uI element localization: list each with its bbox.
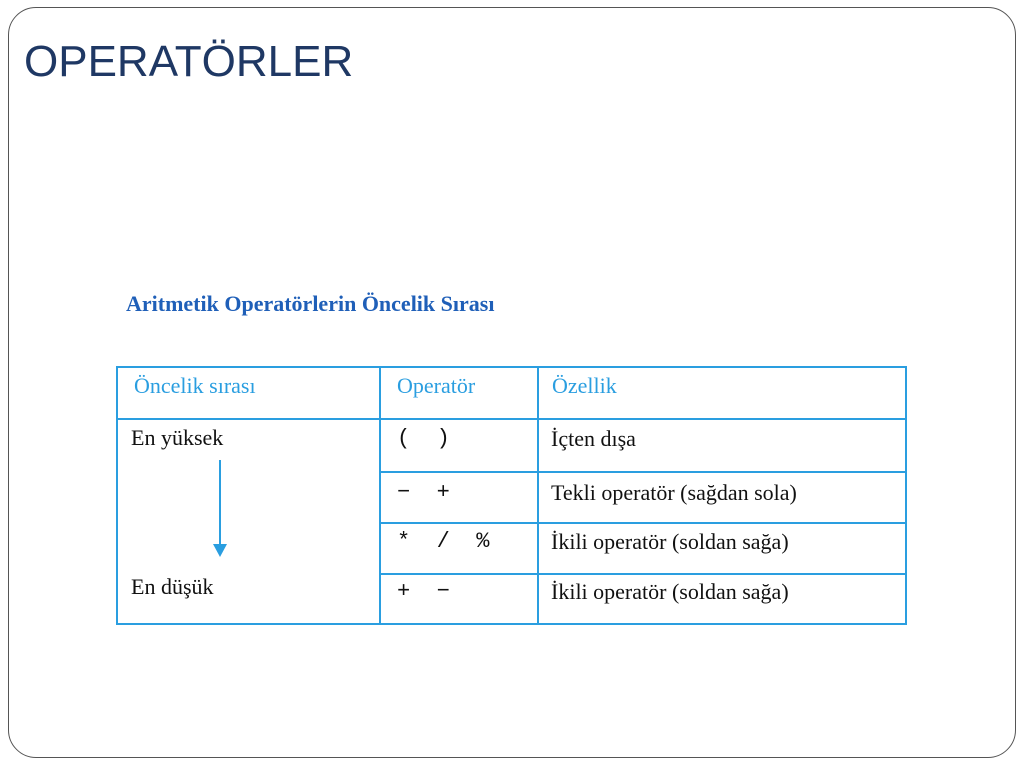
operator-cell-3: * / % [397,529,490,554]
header-operator: Operatör [397,373,476,398]
header-feature: Özellik [552,373,617,398]
row-divider-1 [381,471,905,473]
arrow-down-icon [219,460,221,546]
precedence-table [116,366,907,625]
priority-low-label: En düşük [131,574,214,599]
feature-cell-1: İçten dışa [551,426,636,451]
slide-title: OPERATÖRLER [24,37,354,86]
operator-cell-1: ( ) [397,426,450,451]
row-divider-3 [381,573,905,575]
table-caption: Aritmetik Operatörlerin Öncelik Sırası [126,291,495,316]
operator-cell-2: − + [397,480,450,505]
arrow-head-icon [213,544,227,557]
operator-cell-4: + − [397,579,450,604]
priority-high-label: En yüksek [131,425,224,450]
column-divider-2 [537,368,539,623]
header-priority: Öncelik sırası [134,373,256,398]
header-divider [118,418,905,420]
column-divider-1 [379,368,381,623]
feature-cell-2: Tekli operatör (sağdan sola) [551,480,797,505]
row-divider-2 [381,522,905,524]
feature-cell-3: İkili operatör (soldan sağa) [551,529,789,554]
feature-cell-4: İkili operatör (soldan sağa) [551,579,789,604]
